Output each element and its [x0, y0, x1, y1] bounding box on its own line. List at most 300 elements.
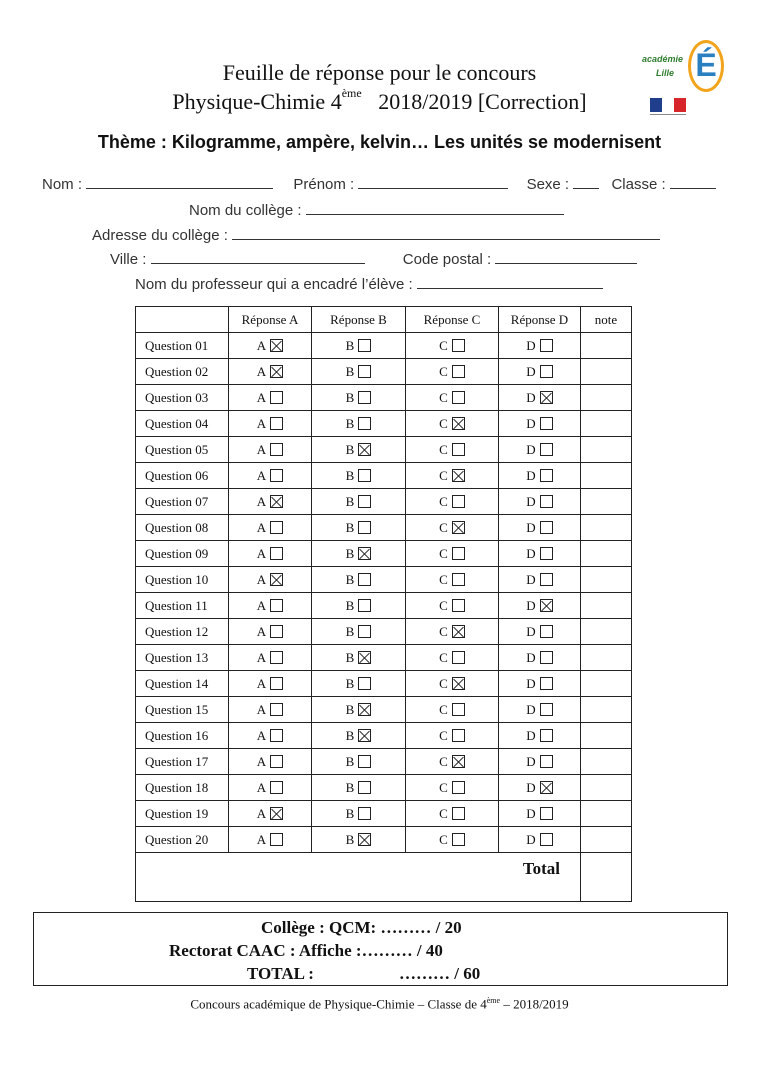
answer-cell-d: [499, 697, 581, 723]
logo-e-letter: É: [688, 40, 724, 92]
checkbox[interactable]: [358, 417, 371, 430]
note-cell[interactable]: [581, 671, 632, 697]
form-line-professeur: [135, 276, 603, 293]
checkbox[interactable]: [452, 729, 465, 742]
checkbox[interactable]: [270, 755, 283, 768]
note-cell[interactable]: [581, 333, 632, 359]
table-header-row: [136, 307, 632, 333]
table-row: [136, 437, 632, 463]
checked-checkbox[interactable]: [452, 625, 465, 638]
form-line-ville: [110, 251, 637, 268]
answer-cell-d: [499, 437, 581, 463]
answer-cell-a: [229, 619, 312, 645]
checkbox[interactable]: [358, 469, 371, 482]
question-label: Question 04: [136, 411, 229, 437]
header-note: note: [581, 307, 632, 333]
checkbox[interactable]: [358, 677, 371, 690]
answer-cell-a: [229, 333, 312, 359]
question-label: Question 16: [136, 723, 229, 749]
table-row: [136, 749, 632, 775]
option-letter: D: [526, 415, 536, 431]
checkbox[interactable]: [270, 651, 283, 664]
checked-checkbox[interactable]: [358, 703, 371, 716]
checkbox[interactable]: [540, 833, 553, 846]
checkbox[interactable]: [540, 521, 553, 534]
answer-cell-b: [312, 333, 406, 359]
checkbox[interactable]: [270, 677, 283, 690]
checkbox[interactable]: [540, 729, 553, 742]
theme-title: Thème : Kilogramme, ampère, kelvin… Les unités se modernisent: [97, 132, 662, 152]
answer-cell-a: [229, 749, 312, 775]
checked-checkbox[interactable]: [358, 729, 371, 742]
option-letter: C: [439, 727, 448, 743]
note-cell[interactable]: [581, 801, 632, 827]
option-letter: B: [345, 727, 355, 743]
answer-cell-a: [229, 723, 312, 749]
checkbox[interactable]: [452, 781, 465, 794]
option-letter: B: [345, 493, 355, 509]
option-letter: B: [345, 779, 355, 795]
nom-label: Nom :: [42, 176, 83, 193]
answer-cell-c: [406, 567, 499, 593]
option-letter: D: [526, 675, 536, 691]
total-label: Total: [136, 853, 581, 902]
checked-checkbox[interactable]: [452, 521, 465, 534]
option-letter: A: [256, 363, 267, 379]
checkbox[interactable]: [540, 365, 553, 378]
question-label: Question 10: [136, 567, 229, 593]
question-label: Question 13: [136, 645, 229, 671]
checkbox[interactable]: [270, 625, 283, 638]
answer-cell-b: [312, 463, 406, 489]
footer-sup: ème: [486, 996, 501, 1005]
checkbox[interactable]: [452, 391, 465, 404]
checked-checkbox[interactable]: [452, 417, 465, 430]
answer-cell-a: [229, 671, 312, 697]
option-letter: D: [526, 727, 536, 743]
checked-checkbox[interactable]: [270, 365, 283, 378]
answer-cell-b: [312, 437, 406, 463]
option-letter: D: [526, 519, 536, 535]
answer-cell-a: [229, 411, 312, 437]
option-letter: B: [345, 753, 355, 769]
answer-cell-b: [312, 541, 406, 567]
note-cell[interactable]: [581, 567, 632, 593]
header-reponse-a: Réponse A: [229, 307, 312, 333]
score-total-label: TOTAL :: [247, 964, 314, 983]
answer-cell-c: [406, 801, 499, 827]
note-cell[interactable]: [581, 775, 632, 801]
answer-cell-d: [499, 801, 581, 827]
option-letter: D: [526, 337, 536, 353]
option-letter: B: [345, 649, 355, 665]
form-line-adresse: [92, 227, 660, 244]
option-letter: B: [345, 389, 355, 405]
option-letter: A: [256, 753, 267, 769]
answer-cell-c: [406, 515, 499, 541]
question-label: Question 14: [136, 671, 229, 697]
sexe-label: Sexe :: [526, 176, 570, 193]
option-letter: C: [439, 623, 448, 639]
page-title: Feuille de réponse pour le concours: [222, 60, 537, 85]
answer-cell-d: [499, 723, 581, 749]
option-letter: C: [439, 415, 448, 431]
option-letter: C: [439, 675, 448, 691]
answer-cell-c: [406, 385, 499, 411]
option-letter: B: [345, 597, 355, 613]
option-letter: C: [439, 701, 448, 717]
option-letter: C: [439, 597, 448, 613]
classe-field[interactable]: [670, 176, 716, 189]
option-letter: A: [256, 415, 267, 431]
note-cell[interactable]: [581, 593, 632, 619]
header-reponse-c: Réponse C: [406, 307, 499, 333]
checkbox[interactable]: [540, 755, 553, 768]
answer-cell-c: [406, 671, 499, 697]
ville-label: Ville :: [110, 251, 147, 268]
checkbox[interactable]: [452, 599, 465, 612]
checked-checkbox[interactable]: [270, 573, 283, 586]
option-letter: C: [439, 337, 448, 353]
checkbox[interactable]: [540, 625, 553, 638]
code-postal-label: Code postal :: [402, 251, 492, 268]
checkbox[interactable]: [270, 443, 283, 456]
academie-lille-logo: [640, 38, 730, 128]
option-letter: A: [256, 571, 267, 587]
answer-cell-d: [499, 645, 581, 671]
checkbox[interactable]: [452, 339, 465, 352]
checkbox[interactable]: [540, 417, 553, 430]
checkbox[interactable]: [270, 417, 283, 430]
answer-cell-a: [229, 359, 312, 385]
checkbox[interactable]: [358, 339, 371, 352]
answer-cell-c: [406, 593, 499, 619]
score-rectorat-affiche: Rectorat CAAC : Affiche :……… / 40: [169, 941, 443, 960]
option-letter: C: [439, 545, 448, 561]
table-total-row: [136, 853, 632, 902]
answer-cell-d: [499, 541, 581, 567]
question-label: Question 09: [136, 541, 229, 567]
checked-checkbox[interactable]: [452, 755, 465, 768]
checkbox[interactable]: [270, 703, 283, 716]
option-letter: D: [526, 571, 536, 587]
subtitle-prefix: Physique-Chimie 4: [172, 89, 342, 114]
checkbox[interactable]: [270, 469, 283, 482]
checkbox[interactable]: [452, 443, 465, 456]
option-letter: B: [345, 623, 355, 639]
question-label: Question 12: [136, 619, 229, 645]
checkbox[interactable]: [452, 833, 465, 846]
checked-checkbox[interactable]: [358, 547, 371, 560]
checkbox[interactable]: [358, 365, 371, 378]
option-letter: A: [256, 597, 267, 613]
option-letter: A: [256, 389, 267, 405]
checkbox[interactable]: [358, 495, 371, 508]
option-letter: C: [439, 649, 448, 665]
note-cell[interactable]: [581, 645, 632, 671]
checkbox[interactable]: [452, 495, 465, 508]
note-cell[interactable]: [581, 385, 632, 411]
sexe-field[interactable]: [573, 176, 599, 189]
option-letter: A: [256, 467, 267, 483]
nom-college-label: Nom du collège :: [189, 202, 302, 219]
checkbox[interactable]: [358, 755, 371, 768]
option-letter: A: [256, 805, 267, 821]
question-label: Question 11: [136, 593, 229, 619]
checked-checkbox[interactable]: [270, 339, 283, 352]
answer-cell-a: [229, 645, 312, 671]
checkbox[interactable]: [270, 599, 283, 612]
option-letter: D: [526, 649, 536, 665]
option-letter: D: [526, 831, 536, 847]
table-row: [136, 801, 632, 827]
table-row: [136, 489, 632, 515]
answer-cell-b: [312, 775, 406, 801]
note-cell[interactable]: [581, 619, 632, 645]
option-letter: A: [256, 649, 267, 665]
option-letter: B: [345, 701, 355, 717]
answer-cell-c: [406, 645, 499, 671]
checkbox[interactable]: [358, 599, 371, 612]
nom-field[interactable]: [86, 176, 273, 189]
checked-checkbox[interactable]: [540, 391, 553, 404]
answer-cell-c: [406, 749, 499, 775]
option-letter: A: [256, 545, 267, 561]
checked-checkbox[interactable]: [270, 807, 283, 820]
option-letter: B: [345, 805, 355, 821]
table-row: [136, 671, 632, 697]
checkbox[interactable]: [540, 339, 553, 352]
adresse-college-field[interactable]: [232, 227, 660, 240]
option-letter: C: [439, 519, 448, 535]
option-letter: D: [526, 779, 536, 795]
footer-suffix: – 2018/2019: [503, 996, 569, 1012]
option-letter: B: [345, 675, 355, 691]
answer-cell-c: [406, 541, 499, 567]
answer-cell-c: [406, 827, 499, 853]
checkbox[interactable]: [540, 573, 553, 586]
option-letter: B: [345, 363, 355, 379]
answer-cell-b: [312, 827, 406, 853]
option-letter: A: [256, 623, 267, 639]
republique-flag-icon: [650, 98, 686, 112]
ville-field[interactable]: [151, 251, 365, 264]
note-cell[interactable]: [581, 697, 632, 723]
note-cell[interactable]: [581, 411, 632, 437]
option-letter: B: [345, 519, 355, 535]
option-letter: A: [256, 831, 267, 847]
answer-cell-a: [229, 463, 312, 489]
flag-blue: [650, 98, 662, 112]
nom-college-field[interactable]: [306, 202, 564, 215]
answer-cell-a: [229, 827, 312, 853]
option-letter: D: [526, 753, 536, 769]
answer-cell-a: [229, 775, 312, 801]
question-label: Question 15: [136, 697, 229, 723]
option-letter: A: [256, 493, 267, 509]
checkbox[interactable]: [540, 443, 553, 456]
checkbox[interactable]: [358, 391, 371, 404]
checkbox[interactable]: [270, 833, 283, 846]
answer-cell-d: [499, 385, 581, 411]
answer-cell-a: [229, 489, 312, 515]
checkbox[interactable]: [540, 677, 553, 690]
classe-label: Classe :: [611, 176, 666, 193]
note-cell[interactable]: [581, 541, 632, 567]
checked-checkbox[interactable]: [358, 651, 371, 664]
option-letter: D: [526, 467, 536, 483]
answer-cell-c: [406, 437, 499, 463]
checked-checkbox[interactable]: [540, 599, 553, 612]
option-letter: C: [439, 753, 448, 769]
answer-cell-c: [406, 775, 499, 801]
option-letter: D: [526, 701, 536, 717]
form-line-identity: [42, 176, 716, 193]
checkbox[interactable]: [358, 625, 371, 638]
option-letter: B: [345, 545, 355, 561]
table-row: [136, 593, 632, 619]
note-cell[interactable]: [581, 515, 632, 541]
option-letter: A: [256, 727, 267, 743]
option-letter: C: [439, 363, 448, 379]
question-label: Question 06: [136, 463, 229, 489]
option-letter: B: [345, 831, 355, 847]
question-label: Question 17: [136, 749, 229, 775]
logo-divider: [650, 114, 686, 119]
checked-checkbox[interactable]: [358, 833, 371, 846]
checkbox[interactable]: [358, 573, 371, 586]
checkbox[interactable]: [540, 703, 553, 716]
checked-checkbox[interactable]: [270, 495, 283, 508]
note-cell[interactable]: [581, 463, 632, 489]
answer-cell-c: [406, 489, 499, 515]
logo-academie-text: académie: [642, 54, 684, 64]
answer-cell-a: [229, 567, 312, 593]
professeur-label: Nom du professeur qui a encadré l’élève :: [135, 276, 413, 293]
table-row: [136, 775, 632, 801]
question-label: Question 20: [136, 827, 229, 853]
score-box: [33, 912, 728, 986]
checkbox[interactable]: [358, 521, 371, 534]
question-label: Question 05: [136, 437, 229, 463]
answer-cell-b: [312, 385, 406, 411]
page-footer: [0, 996, 759, 1012]
note-cell[interactable]: [581, 723, 632, 749]
checked-checkbox[interactable]: [358, 443, 371, 456]
option-letter: A: [256, 519, 267, 535]
professeur-field[interactable]: [417, 276, 603, 289]
checkbox[interactable]: [452, 573, 465, 586]
answer-cell-d: [499, 593, 581, 619]
answer-table-body: [136, 333, 632, 853]
question-label: Question 03: [136, 385, 229, 411]
checkbox[interactable]: [452, 807, 465, 820]
question-label: Question 01: [136, 333, 229, 359]
checkbox[interactable]: [540, 495, 553, 508]
checkbox[interactable]: [270, 547, 283, 560]
answer-cell-d: [499, 489, 581, 515]
question-label: Question 07: [136, 489, 229, 515]
logo-lille-text: Lille: [656, 68, 675, 78]
answer-cell-d: [499, 515, 581, 541]
table-row: [136, 827, 632, 853]
option-letter: B: [345, 337, 355, 353]
table-row: [136, 463, 632, 489]
answer-cell-d: [499, 333, 581, 359]
question-label: Question 19: [136, 801, 229, 827]
prenom-label: Prénom :: [293, 176, 355, 193]
checkbox[interactable]: [270, 729, 283, 742]
total-note-cell[interactable]: [581, 853, 632, 902]
note-cell[interactable]: [581, 827, 632, 853]
code-postal-field[interactable]: [495, 251, 637, 264]
answer-cell-b: [312, 359, 406, 385]
checkbox[interactable]: [540, 469, 553, 482]
answer-cell-a: [229, 697, 312, 723]
note-cell[interactable]: [581, 359, 632, 385]
checked-checkbox[interactable]: [540, 781, 553, 794]
answer-cell-b: [312, 749, 406, 775]
option-letter: D: [526, 623, 536, 639]
question-label: Question 02: [136, 359, 229, 385]
option-letter: A: [256, 779, 267, 795]
option-letter: C: [439, 493, 448, 509]
prenom-field[interactable]: [358, 176, 508, 189]
checkbox[interactable]: [358, 781, 371, 794]
answer-cell-b: [312, 619, 406, 645]
checkbox[interactable]: [540, 807, 553, 820]
option-letter: A: [256, 675, 267, 691]
header-reponse-b: Réponse B: [312, 307, 406, 333]
checkbox[interactable]: [452, 547, 465, 560]
subtitle-suffix: 2018/2019 [Correction]: [378, 89, 587, 114]
checked-checkbox[interactable]: [452, 469, 465, 482]
option-letter: A: [256, 701, 267, 717]
note-cell[interactable]: [581, 437, 632, 463]
checkbox[interactable]: [452, 651, 465, 664]
header-reponse-d: Réponse D: [499, 307, 581, 333]
answer-cell-a: [229, 541, 312, 567]
checked-checkbox[interactable]: [452, 677, 465, 690]
option-letter: D: [526, 597, 536, 613]
checkbox[interactable]: [452, 365, 465, 378]
answer-cell-c: [406, 463, 499, 489]
subtitle-sup: ème: [341, 85, 362, 100]
answer-cell-c: [406, 619, 499, 645]
note-cell[interactable]: [581, 489, 632, 515]
checkbox[interactable]: [270, 521, 283, 534]
checkbox[interactable]: [270, 391, 283, 404]
checkbox[interactable]: [540, 547, 553, 560]
answer-cell-b: [312, 801, 406, 827]
option-letter: B: [345, 415, 355, 431]
checkbox[interactable]: [452, 703, 465, 716]
checkbox[interactable]: [270, 781, 283, 794]
question-label: Question 18: [136, 775, 229, 801]
answer-cell-d: [499, 463, 581, 489]
answer-cell-d: [499, 567, 581, 593]
checkbox[interactable]: [358, 807, 371, 820]
checkbox[interactable]: [540, 651, 553, 664]
table-row: [136, 645, 632, 671]
table-row: [136, 333, 632, 359]
option-letter: B: [345, 441, 355, 457]
note-cell[interactable]: [581, 749, 632, 775]
table-row: [136, 385, 632, 411]
option-letter: C: [439, 831, 448, 847]
flag-white: [662, 98, 674, 112]
option-letter: D: [526, 441, 536, 457]
